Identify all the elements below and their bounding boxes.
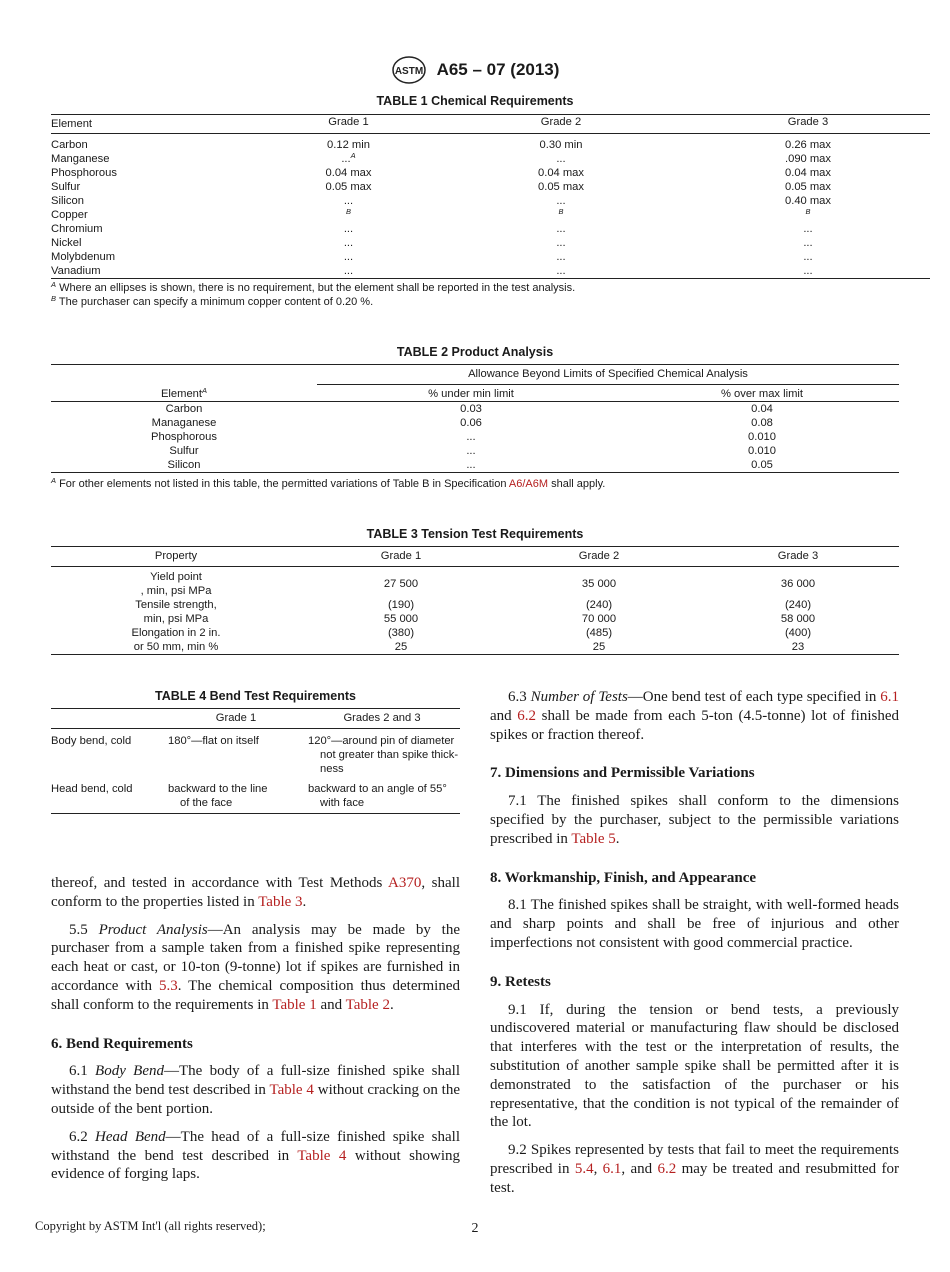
- table-row: Elongation in 2 in. (380) (485) (400): [131, 627, 812, 639]
- spec-link[interactable]: A6/A6M: [508, 478, 549, 490]
- col-header: % over max limit: [720, 388, 804, 400]
- right-column: [490, 688, 899, 1198]
- document-designation: A65 – 07 (2013): [436, 60, 560, 79]
- paragraph-9-1: 9.1 If, during the tension or bend tests, a previously undiscovered material or manufacturing flaw should be disclosed that interferes with the test or the interpretation of results, the substitution of another sample spike shall be permitted after it is demonstrated to the satisfaction of the purchaser or his representative, that the condition is not typical of the remainder of the lot.: [490, 1001, 899, 1131]
- section-heading: 6. Bend Requirements: [51, 1035, 193, 1052]
- section-heading: 9. Retests: [490, 973, 551, 990]
- table-row: Yield point , min, psi MPa 27 500 35 000 36 000: [140, 571, 816, 597]
- col-header: Grade 2: [540, 116, 582, 128]
- col-header: Element: [51, 118, 93, 130]
- copyright-notice: Copyright by ASTM Int'l (all rights reserved);: [35, 1219, 266, 1233]
- table-row: Nickel ... ... ...: [51, 237, 813, 249]
- ref-link[interactable]: 5.4: [574, 1160, 594, 1177]
- paragraph-9-2: 9.2 Spikes represented by tests that fail to meet the requirements prescribed in 5.4, 6.1, and 6.2 may be treated and resubmitted for test.: [490, 1142, 899, 1196]
- ref-link[interactable]: Table 5: [571, 830, 616, 847]
- footnote-marker: B: [805, 207, 811, 216]
- table-row: Phosphorous ... 0.010: [151, 431, 776, 443]
- table-row: Head bend, cold backward to the line of the face backward to an angle of 55° with face: [51, 776, 460, 814]
- col-header: Grade 3: [777, 550, 819, 562]
- col-header: % under min limit: [428, 388, 514, 400]
- table1-footnote-b: $^B$ The purchaser can specify a minimum copper content of 0.20 %.: [51, 294, 374, 308]
- col-header: Grade 2: [578, 550, 620, 562]
- table4-caption: TABLE 4 Bend Test Requirements: [155, 689, 356, 703]
- ref-link[interactable]: Table 4: [269, 1082, 314, 1099]
- page-header: [0, 56, 950, 84]
- ref-link[interactable]: Table 3: [258, 893, 303, 910]
- table-row: Carbon 0.03 0.04: [165, 403, 773, 415]
- table-row: Silicon ... ... 0.40 max: [51, 195, 832, 207]
- table2-caption: TABLE 2 Product Analysis: [396, 345, 554, 359]
- table-row: Phosphorous 0.04 max 0.04 max 0.04 max: [51, 167, 832, 179]
- table3-caption: TABLE 3 Tension Test Requirements: [366, 527, 584, 541]
- table-row: Sulfur 0.05 max 0.05 max 0.05 max: [51, 181, 832, 193]
- ref-link[interactable]: 5.3: [158, 977, 178, 994]
- ref-link[interactable]: 6.2: [517, 707, 537, 724]
- paragraph-7-1: 7.1 The finished spikes shall conform to the dimensions specified by the purchaser, subject to the permissible variations prescribed in Table 5.: [490, 793, 899, 847]
- svg-text:ASTM: ASTM: [394, 66, 423, 77]
- table-row: Carbon 0.12 min 0.30 min 0.26 max: [51, 139, 832, 151]
- footnote-marker: B: [558, 207, 564, 216]
- table-header-row: [51, 385, 899, 402]
- table-header-row: [51, 115, 930, 134]
- ref-link[interactable]: 6.1: [602, 1160, 622, 1177]
- paragraph-6-2: 6.2 Head Bend—The head of a full-size finished spike shall withstand the bend test described in Table 4 without showing evidence of forging laps.: [51, 1128, 460, 1183]
- col-header: [51, 709, 168, 729]
- table-row: min, psi MPa 55 000 70 000 58 000: [143, 613, 816, 625]
- ref-link[interactable]: Table 1: [272, 996, 317, 1013]
- col-header: Property: [154, 550, 198, 562]
- col-header: Element$^A$: [160, 385, 208, 400]
- table-row: Copper $^B$ $^B$ $^B$: [51, 207, 811, 221]
- ref-link[interactable]: Table 4: [297, 1147, 347, 1164]
- astm-logo-icon: [391, 56, 427, 84]
- ref-link[interactable]: Table 2: [345, 996, 390, 1013]
- col-header: Grades 2 and 3: [343, 712, 421, 724]
- paragraph-6-1: 6.1 Body Bend—The body of a full-size finished spike shall withstand the bend test described in Table 4 without cracking on the outside of the bent portion.: [51, 1063, 461, 1117]
- allowance-span-header: Allowance Beyond Limits of Specified Chemical Analysis: [317, 365, 899, 385]
- footnote-marker: B: [345, 207, 351, 216]
- section-heading: 7. Dimensions and Permissible Variations: [490, 765, 755, 782]
- col-header: Grade 3: [787, 116, 829, 128]
- table-row: or 50 mm, min % 25 25 23: [51, 640, 899, 655]
- table-header-row: [51, 709, 460, 729]
- table-row: Tensile strength, (190) (240) (240): [135, 599, 812, 611]
- table-row: Chromium ... ... ...: [51, 223, 813, 235]
- footnote-marker: A: [350, 151, 356, 160]
- table1-chemical-requirements: [51, 114, 930, 279]
- ref-link[interactable]: 6.2: [657, 1160, 677, 1177]
- table2-footnote: $^A$ For other elements not listed in this table, the permitted variations of Table B in Specification A6/A6M shall apply.: [51, 476, 606, 490]
- paragraph-6-3: 6.3 Number of Tests—One bend test of each type specified in 6.1 and 6.2 shall be made from each 5-ton (4.5-tonne) lot of finished spikes or fraction thereof.: [490, 689, 899, 743]
- section-heading: 8. Workmanship, Finish, and Appearance: [490, 869, 757, 886]
- page-number: 2: [471, 1221, 479, 1236]
- table-row: Body bend, cold 180°—flat on itself 120°—around pin of diameter not greater than spike thick- ness: [51, 735, 459, 775]
- table-row: Silicon ... 0.05: [51, 458, 899, 473]
- col-header: Grade 1: [380, 550, 422, 562]
- table-row: Sulfur ... 0.010: [169, 445, 776, 457]
- table3-tension-test-requirements: [51, 546, 899, 655]
- left-column: [51, 874, 460, 1184]
- col-header: Grade 1: [328, 116, 369, 128]
- table2-product-analysis: [51, 364, 899, 473]
- paragraph-8-1: 8.1 The finished spikes shall be straight, with well-formed heads and sharp points and shall be free of injurious and other imperfections not consistent with good commercial practice.: [490, 897, 899, 951]
- table1-caption: TABLE 1 Chemical Requirements: [376, 94, 574, 108]
- table-header-row: [51, 547, 899, 567]
- table4-bend-test-requirements: [51, 708, 460, 814]
- paragraph: thereof, and tested in accordance with Test Methods A370, shall conform to the properties listed in Table 3.: [51, 875, 460, 910]
- table-row: Vanadium ... ... ...: [51, 264, 930, 279]
- col-header: Grade 1: [215, 712, 257, 724]
- table-row: Managanese 0.06 0.08: [151, 417, 773, 429]
- table-row: Manganese ...$^A$ ... .090 max: [51, 151, 832, 165]
- paragraph-5-5: 5.5 Product Analysis—An analysis may be made by the purchaser from a sample taken from a finished spike representing each heat or cast, or 10-ton (9-tonne) lot if spikes are furnished in accordance with 5.3. The chemical composition thus determined shall conform to the requirements in Table 1 and Table 2.: [51, 921, 461, 1013]
- table-row: Molybdenum ... ... ...: [51, 251, 813, 263]
- ref-link[interactable]: A370: [388, 875, 422, 891]
- table1-footnote-a: $^A$ Where an ellipses is shown, there is no requirement, but the element shall be reported in the test analysis.: [51, 280, 576, 294]
- ref-link[interactable]: 6.1: [880, 689, 899, 705]
